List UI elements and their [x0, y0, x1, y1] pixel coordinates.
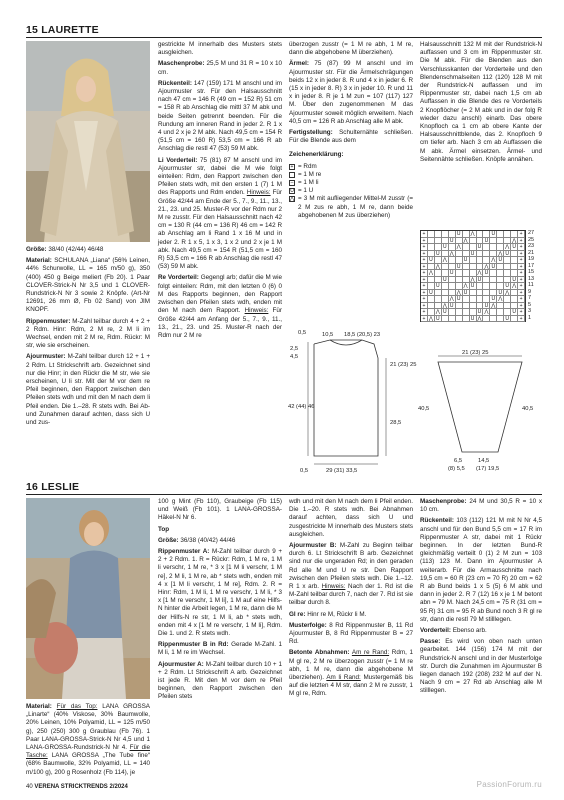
- legend-text: = 1 M re: [298, 170, 322, 178]
- section-title-laurette: 15 LAURETTE: [26, 24, 99, 36]
- chart-cell: ⋀: [442, 257, 447, 263]
- chart-cell: +: [518, 277, 525, 284]
- ajourmuster-paragraph: Ajourmuster: M-Zahl teilbar durch 12 + 1 + 2 Rdm. Lt Strickschrift arb. Gezeichnet sind nur die Hinr; in den Rückr die M str, wie sie erscheinen, U li str. Mit der M vor dem re Pfeil beginnen, den Rapport zwischen den Pfeilen stets wdh und mit den M nach dem li Pfeil enden. Die 1.–28. R stets wdh. Bei Ab- und Zunahmen darauf achten, dass sich U und zus-: [26, 353, 150, 427]
- ajourmuster-a-paragraph: Ajourmuster A: M-Zahl teilbar durch 10 + 1 + 2 Rdm. Lt Strickschrift A arb. Gezeichnet ist jede R. Mit den M vor dem re Pfeil beginnen, den Rapport zwischen den Pfeilen stets: [158, 660, 282, 701]
- chart-cell: ⋀: [498, 250, 503, 257]
- chart-cell: U: [449, 238, 456, 245]
- chart-cell: ⋀: [505, 289, 510, 296]
- schem-dim-side-a: 2,5: [290, 346, 299, 352]
- chart-cell: +: [518, 303, 525, 310]
- chart-cell: ⋀: [477, 315, 482, 322]
- schem-dim-bottom: 29 (31) 33,5: [326, 468, 358, 474]
- chart-cell: ⋀: [484, 309, 489, 315]
- schem-dim-top-left: 0,5: [298, 330, 307, 336]
- chart-cell: ⋀: [470, 231, 475, 237]
- chart-cell: +: [421, 277, 428, 284]
- chart-cell: [456, 316, 463, 323]
- chart-cell: +: [518, 251, 525, 258]
- chart-cell: ⋀: [477, 270, 482, 276]
- chart-cell: U: [435, 251, 442, 258]
- chart-cell: U: [463, 290, 470, 297]
- chart-cell: +: [421, 296, 428, 303]
- chart-cell: ⋀: [442, 302, 447, 309]
- rippenmuster-paragraph: Rippenmuster: M-Zahl teilbar durch 4 + 2 + 2 Rdm. Hinr: Rdm, 2 M re, 2 M li im Wechsel, enden mit 2 M re, Rdm. Rückr: M str, wie sie erscheinen.: [26, 317, 151, 350]
- chart-cell: ⋀: [505, 244, 510, 250]
- sleeve-dim-b3: (8) 5,5: [448, 466, 465, 472]
- section-title-leslie: 16 LESLIE: [26, 481, 80, 493]
- chart-cell: ⋀: [470, 276, 475, 283]
- sleeve-dim-b1: 6,5: [454, 458, 463, 464]
- chart-cell: U: [477, 277, 484, 284]
- page-footer: [26, 783, 128, 791]
- leslie-rueckenteil-paragraph: Rückenteil: 103 (112) 121 M mit N Nr 4,5 anschl und für den Bund 5,5 cm = 17 R im Rippenmuster A str, dabei mit 1 Rückr beginnen. In der letzten Bund-R gleichmäßig verteilt 0 (1) 2 M zun = 103 (113) 123 M. Dann im Ajourmuster A weiterarb. Für die Armausschnitte nach 19,5 cm = 60 R (23 cm = 70 R) 20 cm = 62 R ab Bund beids 1 x 5 (5) 6 M abk und dann in jeder 2. R 7 (12) 16 x je 1 M betont abn = 79 M. Nach 24,5 cm = 75 R (31 cm = 95 R) 31 cm = 95 R ab Bund noch 3 R gl re str, dann die restl 79 M stilllegen.: [420, 517, 543, 623]
- chart-cell: +: [518, 238, 525, 245]
- chart-cell: U: [442, 244, 449, 251]
- chart-cell: +: [518, 309, 525, 316]
- chart-cell: +: [421, 283, 428, 290]
- chart-cell: U: [490, 231, 497, 238]
- chart-cell: U: [435, 316, 442, 323]
- leslie-col-3: wdh und mit den M nach dem li Pfeil enden. Die 1.–20. R stets wdh. Bei Abnahmen darauf achten, dass sich U und zusgestrickte M innerhalb des Musters stets ausgleichen. Ajourmuster B: M-Zahl zu Beginn teilbar durch 6. Lt Strickschrift B arb. Gezeichnet sind nur die ungeraden Rd; in den geraden Rd alle M und U re str. Den Rapport zwischen den Pfeilen stets wdh. Die 1.–12. R 1 x arb. Hinweis: Nach der 1. Rd ist die M-Zahl teilbar durch 7, nach der 7. Rd ist sie teilbar durch 8. Gl re: Hinr re M, Rückr li M. Musterfolge: 8 Rd Rippenmuster B, 11 Rd Ajourmuster B, 8 Rd Rippenmuster B = 27 Rd. Betonte Abnahmen: Am re Rand: Rdm, 1 M gl re, 2 M re überzogen zusstr (= 1 M re abh, 1 M re, dann die abgehobene M überziehen). Am li Rand: Mustergemäß bis auf die letzten 4 M str, dann 2 M re zusstr, 1 M gl re, Rdm.: [289, 498, 414, 698]
- chart-cell: ⋀: [428, 315, 433, 322]
- rueckenteil-paragraph: Rückenteil: 147 (159) 171 M anschl und im Ajourmuster str. Für den Halsausschnitt nach 47 cm = 146 R (49 cm = 152 R) 51 cm = 158 R ab Anschlag die mittl 37 M abk und beide Seiten getrennt beenden. Für die Rundung am inneren Rand in jeder 2. R 1 x 4 und 2 x je 2 M abk. Nach 49,5 cm = 154 R (51,5 cm = 160 R) 53,5 cm = 166 R ab Anschlag die restl 47 (53) 59 M abk.: [158, 79, 283, 153]
- chart-cell: +: [421, 316, 428, 323]
- chart-row-number: 23: [528, 243, 535, 249]
- chart-cell: [483, 316, 490, 323]
- gl-re-paragraph: Gl re: Hinr re M, Rückr li M.: [289, 610, 367, 618]
- page-number: 40: [26, 784, 33, 790]
- schem-dim-top-a: 10,5: [322, 332, 334, 338]
- chart-cell: ⋀: [512, 283, 517, 289]
- top-heading: Top: [158, 525, 170, 533]
- chart-cell: U: [449, 303, 456, 310]
- legend-item: [289, 187, 413, 195]
- chart-cell: U: [483, 303, 490, 310]
- legend-text: = Rdm: [298, 162, 317, 170]
- chart-cell: ⋀: [435, 263, 440, 270]
- leslie-vorderteil-paragraph: Vorderteil: Ebenso arb.: [420, 627, 487, 635]
- sleeve-dim-top: 21 (23) 25: [462, 350, 489, 356]
- size-paragraph: Größe: 38/40 (42/44) 46/48: [26, 246, 104, 253]
- model-photo-laurette: [26, 41, 150, 242]
- schem-dim-top-b: 18,5 (20,5) 23: [344, 332, 381, 338]
- chart-cell: U: [456, 264, 463, 271]
- chart-cell: U: [428, 257, 435, 264]
- legend-symbol: +: [290, 163, 294, 170]
- li-vorderteil-paragraph: Li Vorderteil: 75 (81) 87 M anschl und im Ajourmuster str, dabei die M wie folgt einteilen: Rdm, den Rapport zwischen den Pfeilen stets wdh, mit den ersten 1 (7) 1 M des Rapports und Rdm enden. Hinweis: Für Größe 42/44 am Ende der 5., 7., 9., 11., 13., 21., 23. und 25. Muster-R vor der Rdm nur 2 M re zusstr. Für den Halsausschnitt nach 42 cm = 130 R (44 cm = 136 R) 46 cm = 142 R ab Anschlag am li Rand 1 x 16 M und in jeder 2. R 1 x 5, 1 x 3, 1 x 2 und 2 x je 1 M abk. Nach 49,5 cm = 154 R (51,5 cm = 160 R) 53,5 cm = 166 R ab Anschlag die restl 47 (53) 59 M abk.: [158, 156, 283, 271]
- chart-cell: U: [449, 270, 456, 277]
- chart-row-number: 1: [528, 314, 532, 321]
- chart-cell: U: [511, 244, 518, 251]
- chart-cell: +: [518, 283, 525, 290]
- legend-text: = 1 M li: [298, 179, 319, 187]
- chart-cell: ⋀: [435, 309, 440, 315]
- chart-cell: +: [518, 316, 525, 323]
- rippenmuster-b-paragraph: Rippenmuster B in Rd: Gerade M-Zahl. 1 M li, 1 M re im Wechsel.: [158, 641, 282, 657]
- laurette-col-3: überzogen zusstr (= 1 M re abh, 1 M re, dann die abgehobene M überziehen). Ärmel: 75 (87) 99 M anschl und im Ajourmuster str. Für die Ärmelschrägungen beids 12 x in jeder 8. R und 4 x in jeder 6. R (15 x in jeder 8. R) 3 x in jeder 10. R und 11 x in jeder 8. R je 1 M zun = 107 (117) 127 M. Über den zugenommenen M das Ajourmuster soweit möglich erweitern. Nach 40,5 cm = 126 R ab Anschlag alle M abk. Fertigstellung: Schulternähte schließen. Für die Blende aus dem Zeichenerklärung: + = Rdm = 1 M re – = 1 M li U = 1 U ⋀ = 3 M mit aufliegender Mittel-M zusstr (= 2 M zus re abh, 1 M re, dann beide abgehobenen M zus überziehen): [289, 41, 414, 219]
- chart-cell: +: [421, 270, 428, 277]
- chart-cell: ⋀: [491, 302, 496, 309]
- chart-cell: ⋀: [491, 257, 496, 263]
- chart-cell: U: [463, 257, 470, 264]
- chart-cell: U: [442, 309, 449, 316]
- chart-cell: U: [511, 309, 518, 316]
- leslie-col-1: [26, 703, 150, 780]
- chart-cell: +: [421, 251, 428, 258]
- chart-cell: U: [456, 231, 463, 238]
- top-size-paragraph: Größe: 36/38 (40/42) 44/46: [158, 536, 236, 544]
- betonte-abnahmen-paragraph: Betonte Abnahmen: Am re Rand: Rdm, 1 M gl re, 2 M re überzogen zusstr (= 1 M re abh, 1 M re, dann die abgehobene M überziehen). Am li Rand: Mustergemäß bis auf die letzten 4 M str, dann 2 M re zusstr, 1 M gl re, Rdm.: [289, 649, 414, 698]
- maschenprobe-paragraph: Maschenprobe: 25,5 M und 31 R = 10 x 10 cm.: [158, 60, 283, 76]
- body-schematic: [286, 328, 417, 476]
- material-paragraph: Material: SCHULANA „Liana“ (56% Leinen, 44% Schurwolle, LL = 165 m/50 g), 350 (400) 450 g Beige meliert (Fb 20). 1 Paar CLOVER-Strick-N Nr 3,5 und 1 CLOVER-Rundstrick-N Nr 3 sowie 2 Knöpfe. (Art-Nr 12691, 26 mm Ø, Fb 02 Sand) von JIM KNOPF.: [26, 257, 150, 314]
- legend-item: [289, 195, 413, 220]
- chart-cell: U: [428, 290, 435, 297]
- chart-cell: U: [477, 309, 484, 316]
- chart-cell: +: [421, 264, 428, 271]
- chart-cell: U: [504, 283, 511, 290]
- chart-row-number: 3: [528, 308, 532, 314]
- watermark: PassionForum.ru: [476, 780, 542, 789]
- chart-cell: +: [421, 231, 428, 238]
- sleeve-dim-b4: (17) 19,5: [476, 466, 500, 472]
- chart-row-number: 19: [528, 256, 535, 262]
- chart-cell: +: [421, 257, 428, 264]
- sleeve-dim-right: 40,5: [522, 406, 534, 412]
- chart-row-numbers: [528, 230, 534, 321]
- legend-item: [289, 179, 413, 187]
- aermel-paragraph: Ärmel: 75 (87) 99 M anschl und im Ajourmuster str. Für die Ärmelschrägungen beids 12 x in jeder 8. R und 4 x in jeder 6. R (15 x in jeder 8. R) 3 x in jeder 10. R und 11 x in jeder 8. R je 1 M zun = 107 (117) 127 M. Über den zugenommenen M das Ajourmuster soweit möglich erweitern. Nach 40,5 cm = 126 R ab Anschlag alle M abk.: [289, 60, 413, 125]
- schem-dim-h2: 28,5: [390, 420, 402, 426]
- leslie-passe-paragraph: Passe: Es wird von oben nach unten gearbeitet. 144 (156) 174 M mit der Rundstrick-N anschl und in der Musterfolge str. Durch die Zunahmen im Ajourmuster B liegen danach 192 (208) 232 M auf der N. Nach 9 cm = 27 Rd ab Anschlag alle M stilllegen.: [420, 638, 543, 695]
- legend-list: [289, 163, 413, 220]
- chart-cell: U: [435, 283, 442, 290]
- magazine-name: VERENA STRICKTRENDS 2/2024: [34, 784, 128, 790]
- schem-dim-h3: 42 (44) 46: [288, 404, 315, 410]
- legend-title: Zeichenerklärung:: [289, 151, 344, 159]
- chart-row-number: 17: [528, 262, 535, 269]
- chart-cell: +: [421, 238, 428, 245]
- chart-row-number: 11: [528, 282, 534, 288]
- legend-text: = 3 M mit aufliegender Mittel-M zusstr (= 2 M zus re abh, 1 M re, dann beide abgehobenen M zus überziehen): [298, 195, 413, 219]
- sleeve-dim-left: 40,5: [418, 406, 430, 412]
- chart-cell: U: [470, 283, 477, 290]
- chart-row-number: 25: [528, 236, 535, 243]
- legend-item: [289, 163, 413, 171]
- sleeve-schematic: [418, 328, 542, 476]
- chart-cell: U: [490, 264, 497, 271]
- legend-symbol: ⋀: [290, 196, 295, 203]
- chart-cell: +: [518, 270, 525, 277]
- chart-cell: +: [518, 257, 525, 264]
- chart-cell: U: [504, 251, 511, 258]
- chart-cell: [497, 316, 504, 323]
- leslie-maschenprobe-paragraph: Maschenprobe: 24 M und 30,5 R = 10 x 10 cm.: [420, 498, 543, 514]
- chart-row-number: 15: [528, 269, 535, 275]
- chart-cell: U: [497, 257, 504, 264]
- chart-cell: [463, 316, 470, 323]
- chart-cell: ⋀: [456, 289, 461, 296]
- chart-cell: +: [518, 264, 525, 271]
- legend-item: [289, 171, 413, 179]
- chart-cell: +: [421, 244, 428, 251]
- chart-cell: ⋀: [449, 296, 454, 302]
- chart-row-number: 9: [528, 288, 532, 295]
- laurette-col-2: gestrickte M innerhalb des Musters stets ausgleichen. Maschenprobe: 25,5 M und 31 R = 10 x 10 cm. Rückenteil: 147 (159) 171 M anschl und im Ajourmuster str. Für den Halsausschnitt nach 47 cm = 146 R (49 cm = 152 R) 51 cm = 158 R ab Anschlag die mittl 37 M abk und beide Seiten getrennt beenden. Für die Rundung am inneren Rand in jeder 2. R 1 x 4 und 2 x je 2 M abk. Nach 49,5 cm = 154 R (51,5 cm = 160 R) 53,5 cm = 166 R ab Anschlag die restl 47 (53) 59 M abk. Li Vorderteil: 75 (81) 87 M anschl und im Ajourmuster str, dabei die M wie folgt einteilen: Rdm, den Rapport zwischen den Pfeilen stets wdh, mit den ersten 1 (7) 1 M des Rapports und Rdm enden. Hinweis: Für Größe 42/44 am Ende der 5., 7., 9., 11., 13., 21., 23. und 25. Muster-R vor der Rdm nur 2 M re zusstr. Für den Halsausschnitt nach 42 cm = 130 R (44 cm = 136 R) 46 cm = 142 R ab Anschlag am li Rand 1 x 16 M und in jeder 2. R 1 x 5, 1 x 3, 1 x 2 und 2 x je 1 M abk. Nach 49,5 cm = 154 R (51,5 cm = 160 R) 53,5 cm = 166 R ab Anschlag die restl 47 (53) 59 M abk. Re Vorderteil: Gegengl arb; dafür die M wie folgt einteilen: Rdm, mit den letzten 0 (6) 0 M des Rapports beginnen, den Rapport zwischen den Pfeilen stets wdh, enden mit den M nach dem Rapport. Hinweis: Für Größe 42/44 am Anfang der 5., 7., 9., 11., 13., 21., 23. und 25. Muster-R nach der Rdm nur 2 M re: [158, 41, 283, 339]
- sleeve-dim-b2: 14,5: [478, 458, 490, 464]
- chart-cell: U: [456, 296, 463, 303]
- schem-dim-side-b: 4,5: [290, 354, 299, 360]
- chart-cell: [511, 316, 518, 323]
- chart-cell: U: [477, 244, 484, 251]
- chart-cell: ⋀: [498, 296, 503, 302]
- model-photo-leslie: [26, 498, 150, 699]
- chart-cell: ⋀: [484, 263, 489, 270]
- legend-symbol: [289, 172, 295, 178]
- chart-cell: ⋀: [449, 250, 454, 257]
- chart-cell: ⋀: [463, 283, 468, 289]
- chart-cell: [442, 316, 449, 323]
- chart-row-number: 27: [528, 230, 535, 236]
- chart-row-number: 5: [528, 301, 532, 308]
- chart-cell: ⋀: [428, 270, 433, 276]
- legend-symbol: –: [290, 180, 294, 187]
- chart-cell: +: [421, 303, 428, 310]
- ajourmuster-b-paragraph: Ajourmuster B: M-Zahl zu Beginn teilbar durch 6. Lt Strickschrift B arb. Gezeichnet sind nur die ungeraden Rd; in den geraden Rd alle M und U re str. Den Rapport zwischen den Pfeilen stets wdh. Die 1.–12. R 1 x arb. Hinweis: Nach der 1. Rd ist die M-Zahl teilbar durch 7, nach der 7. Rd ist sie teilbar durch 8.: [289, 542, 414, 607]
- re-vorderteil-paragraph: Re Vorderteil: Gegengl arb; dafür die M wie folgt einteilen: Rdm, mit den letzten 0 (6) 0 M des Rapports beginnen, den Rapport zwischen den Pfeilen stets wdh, enden mit den M nach dem Rapport. Hinweis: Für Größe 42/44 am Anfang der 5., 7., 9., 11., 13., 21., 23. und 25. Muster-R nach der Rdm nur 2 M re: [158, 274, 283, 339]
- legend-symbol: U: [290, 188, 294, 195]
- leslie-col-2: 100 g Mint (Fb 110), Graubeige (Fb 115) und Weiß (Fb 101). 1 LANA-GROSSA-Häkel-N Nr 6. Top Größe: 36/38 (40/42) 44/46 Rippenmuster A: M-Zahl teilbar durch 9 + 2 + 2 Rdm. 1. R = Rückr: Rdm, 1 M re, 1 M li verschr, 1 M re, * 3 x [1 M li verschr, 1 M re], 2 M li, 1 M re, ab * stets wdh, enden mit 4 x [1 M li verschr, 1 M re], Rdm. 2. R = Hinr: Rdm, 1 M li, 1 M re verschr, 1 M li, * 3 x [1 M re verschr, 1 M li], 1 M auf eine Hilfs-N hinter die Arbeit legen, 1 M re, dann die M der Hilfs-N re str, 1 M li, ab * stets wdh, enden mit 4 x [1 M re verschr, 1 M li], Rdm. Die 1. und 2. R stets wdh. Rippenmuster B in Rd: Gerade M-Zahl. 1 M li, 1 M re im Wechsel. Ajourmuster A: M-Zahl teilbar durch 10 + 1 + 2 Rdm. Lt Strickschrift A arb. Gezeichnet ist jede R. Mit den M vor dem re Pfeil beginnen, den Rapport zwischen den Pfeilen stets: [158, 498, 283, 701]
- chart-cell: +: [421, 290, 428, 297]
- rippenmuster-a-paragraph: Rippenmuster A: M-Zahl teilbar durch 9 + 2 + 2 Rdm. 1. R = Rückr: Rdm, 1 M re, 1 M li verschr, 1 M re, * 3 x [1 M li verschr, 1 M re], 2 M li, 1 M re, ab * stets wdh, enden mit 4 x [1 M li verschr, 1 M re], Rdm. 2. R = Hinr: Rdm, 1 M li, 1 M re verschr, 1 M li, * 3 x [1 M re verschr, 1 M li], 1 M auf eine Hilfs-N hinter die Arbeit legen, 1 M re, dann die M der Hilfs-N re str, 1 M li, ab * stets wdh, enden mit 4 x [1 M re verschr, 1 M li], Rdm. Die 1. und 2. R stets wdh.: [158, 548, 283, 638]
- chart-cell: U: [470, 316, 477, 323]
- chart-cell: U: [483, 270, 490, 277]
- chart-row-number: 13: [528, 275, 535, 282]
- chart-row-number: 7: [528, 295, 532, 301]
- fertigstellung-paragraph: Fertigstellung: Schulternähte schließen. Für die Blende aus dem: [289, 129, 414, 145]
- chart-cell: U: [490, 296, 497, 303]
- schem-dim-h1: 21 (23) 25: [390, 362, 417, 368]
- chart-cell: U: [470, 251, 477, 258]
- chart-cell: +: [518, 244, 525, 251]
- chart-cell: U: [511, 277, 518, 284]
- chart-cell: [449, 316, 456, 323]
- section-rule-top: [26, 37, 542, 38]
- schem-dim-bottom-small: 0,5: [300, 468, 309, 474]
- legend-text: = 1 U: [298, 187, 314, 195]
- chart-cell: +: [421, 309, 428, 316]
- chart-cell: ⋀: [463, 237, 468, 244]
- chart-row-number: 21: [528, 249, 535, 256]
- chart-cell: U: [497, 290, 504, 297]
- chart-cell: U: [442, 277, 449, 284]
- chart-cell: U: [504, 316, 511, 323]
- leslie-col-4: [420, 498, 542, 699]
- laurette-col-1: [26, 246, 150, 430]
- chart-cell: +: [518, 231, 525, 238]
- section-rule-mid: [26, 494, 542, 495]
- chart-cell: ⋀: [456, 244, 461, 250]
- chart-cell: U: [483, 238, 490, 245]
- chart-cell: [490, 316, 497, 323]
- chart-cell: +: [518, 296, 525, 303]
- chart-cell: +: [518, 290, 525, 297]
- leslie-material-paragraph: Material: Für das Top: LANA GROSSA „Linarte“ (40% Viskose, 30% Baumwolle, 20% Leinen, 10% Polyamid, LL = 125 m/50 g), 250 (250) 300 g Graublau (Fb 76). 1 Paar LANA-GROSSA-Strick-N Nr 4,5 und 1 LANA-GROSSA-Rundstrick-N Nr 4. Für die Tasche: LANA GROSSA „The Tube fine“ (68% Baumwolle, 32% Polyamid, LL = 140 m/100 g), 200 g Rosenholz (Fb 114), je: [26, 703, 151, 776]
- chart-cell: ⋀: [512, 237, 517, 244]
- knitting-chart-grid: [420, 230, 526, 322]
- laurette-col-4: Halsausschnitt 132 M mit der Rundstrick-N auffassen und 3 cm im Rippenmuster str. Die M abk. Für die Blenden aus den Verschlusskanten der Vorderteile und den Blendenschmalseiten 112 (120) 128 M mit der Rundstrick-N auffassen und im Rippenmuster str, dabei nach 1,5 cm ab Auffassen in die Blende des re Vorderteils 2 Knopflöcher (= 2 M abk und in der folg R wieder dazu anschl) einarb. Das obere Knopfloch ca 1 cm ab obere Kante der Halsausschnittblende, das 2. Knopfloch 9 cm tiefer arb. Nach 3 cm ab Auffassen die M abk. Ärmel einsetzen. Ärmel- und Seitennähte schließen. Knöpfe annähen.: [420, 41, 542, 163]
- musterfolge-paragraph: Musterfolge: 8 Rd Rippenmuster B, 11 Rd Ajourmuster B, 8 Rd Rippenmuster B = 27 Rd.: [289, 621, 413, 646]
